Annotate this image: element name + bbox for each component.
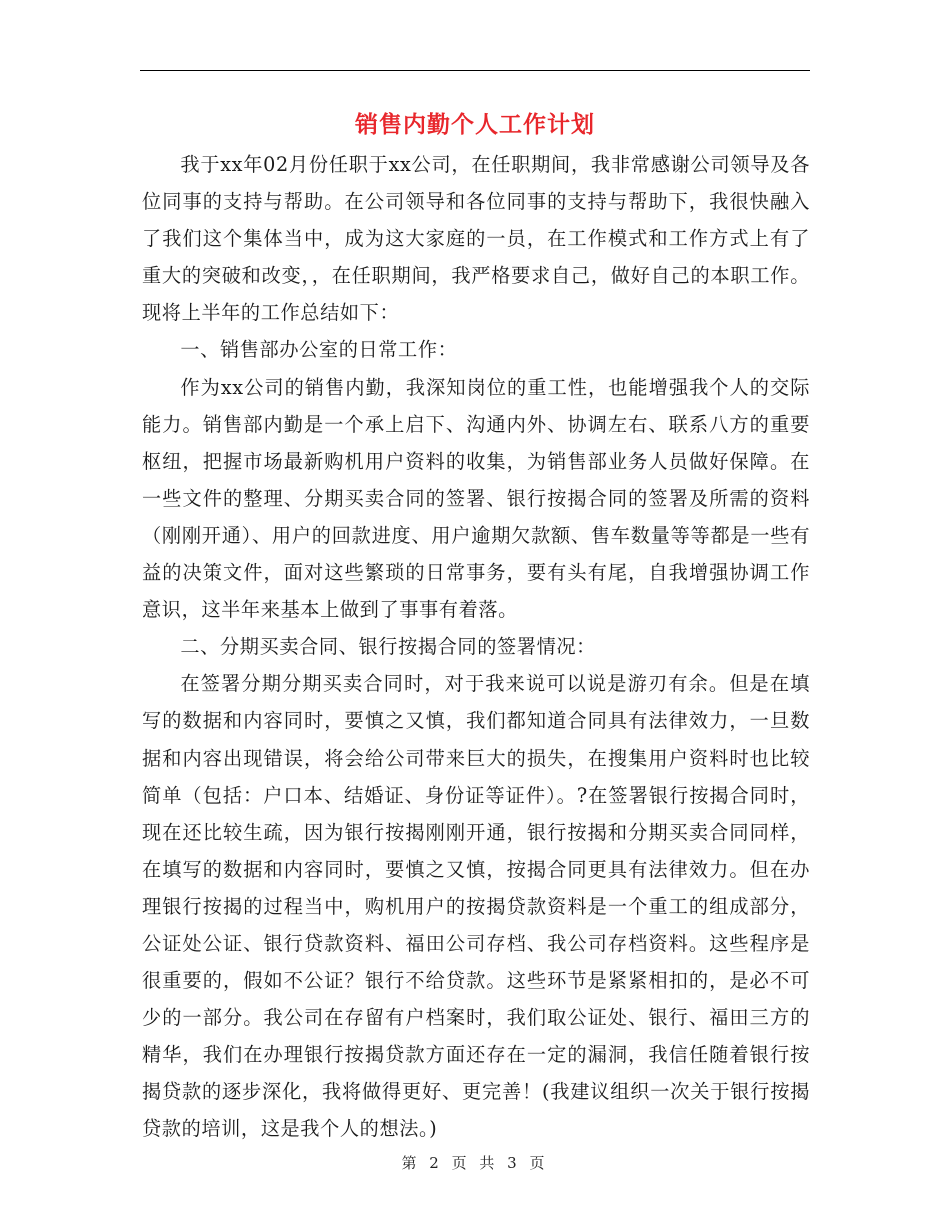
page-footer: 第 2 页 共 3 页: [401, 1154, 549, 1172]
document-title: 销售内勤个人工作计划: [355, 112, 595, 138]
header-rule: [140, 70, 810, 71]
paragraph-section-1: 作为xx公司的销售内勤，我深知岗位的重工性，也能增强我个人的交际能力。销售部内勤是一个承上启下、沟通内外、协调左右、联系八方的重要枢纽，把握市场最新购机用户资料的收集，为销售部业务人员做好保障。在一些文件的整理、分期买卖合同的签署、银行按揭合同的签署及所需的资料（刚刚开通）、用户的回款进度、用户逾期欠款额、售车数量等等都是一些有益的决策文件，面对这些繁琐的日常事务，要有头有尾，自我增强协调工作意识，这半年来基本上做到了事事有着落。: [142, 375, 810, 622]
paragraph-section-2: 在签署分期分期买卖合同时，对于我来说可以说是游刃有余。但是在填写的数据和内容同时，要慎之又慎，我们都知道合同具有法律效力，一旦数据和内容出现错误，将会给公司带来巨大的损失，在搜集用户资料时也比较简单（包括：户口本、结婚证、身份证等证件）。?在签署银行按揭合同时，现在还比较生疏，因为银行按揭刚刚开通，银行按揭和分期买卖合同同样，在填写的数据和内容同时，要慎之又慎，按揭合同更具有法律效力。但在办理银行按揭的过程当中，购机用户的按揭贷款资料是一个重工的组成部分，公证处公证、银行贷款资料、福田公司存档、我公司存档资料。这些程序是很重要的，假如不公证？银行不给贷款。这些环节是紧紧相扣的，是必不可少的一部分。我公司在存留有户档案时，我们取公证处、银行、福田三方的精华，我们在办理银行按揭贷款方面还存在一定的漏洞，我信任随着银行按揭贷款的逐步深化，我将做得更好、更完善！(我建议组织一次关于银行按揭贷款的培训，这是我个人的想法。): [142, 672, 810, 1141]
paragraph-intro: 我于xx年02月份任职于xx公司，在任职期间，我非常感谢公司领导及各位同事的支持与帮助。在公司领导和各位同事的支持与帮助下，我很快融入了我们这个集体当中，成为这大家庭的一员，在工作模式和工作方式上有了重大的突破和改变，，在任职期间，我严格要求自己，做好自己的本职工作。现将上半年的工作总结如下：: [142, 153, 810, 325]
document-body: [142, 146, 810, 1148]
section-heading-2: 二、分期买卖合同、银行按揭合同的签署情况：: [180, 635, 596, 659]
section-heading-1: 一、销售部办公室的日常工作：: [180, 338, 458, 362]
